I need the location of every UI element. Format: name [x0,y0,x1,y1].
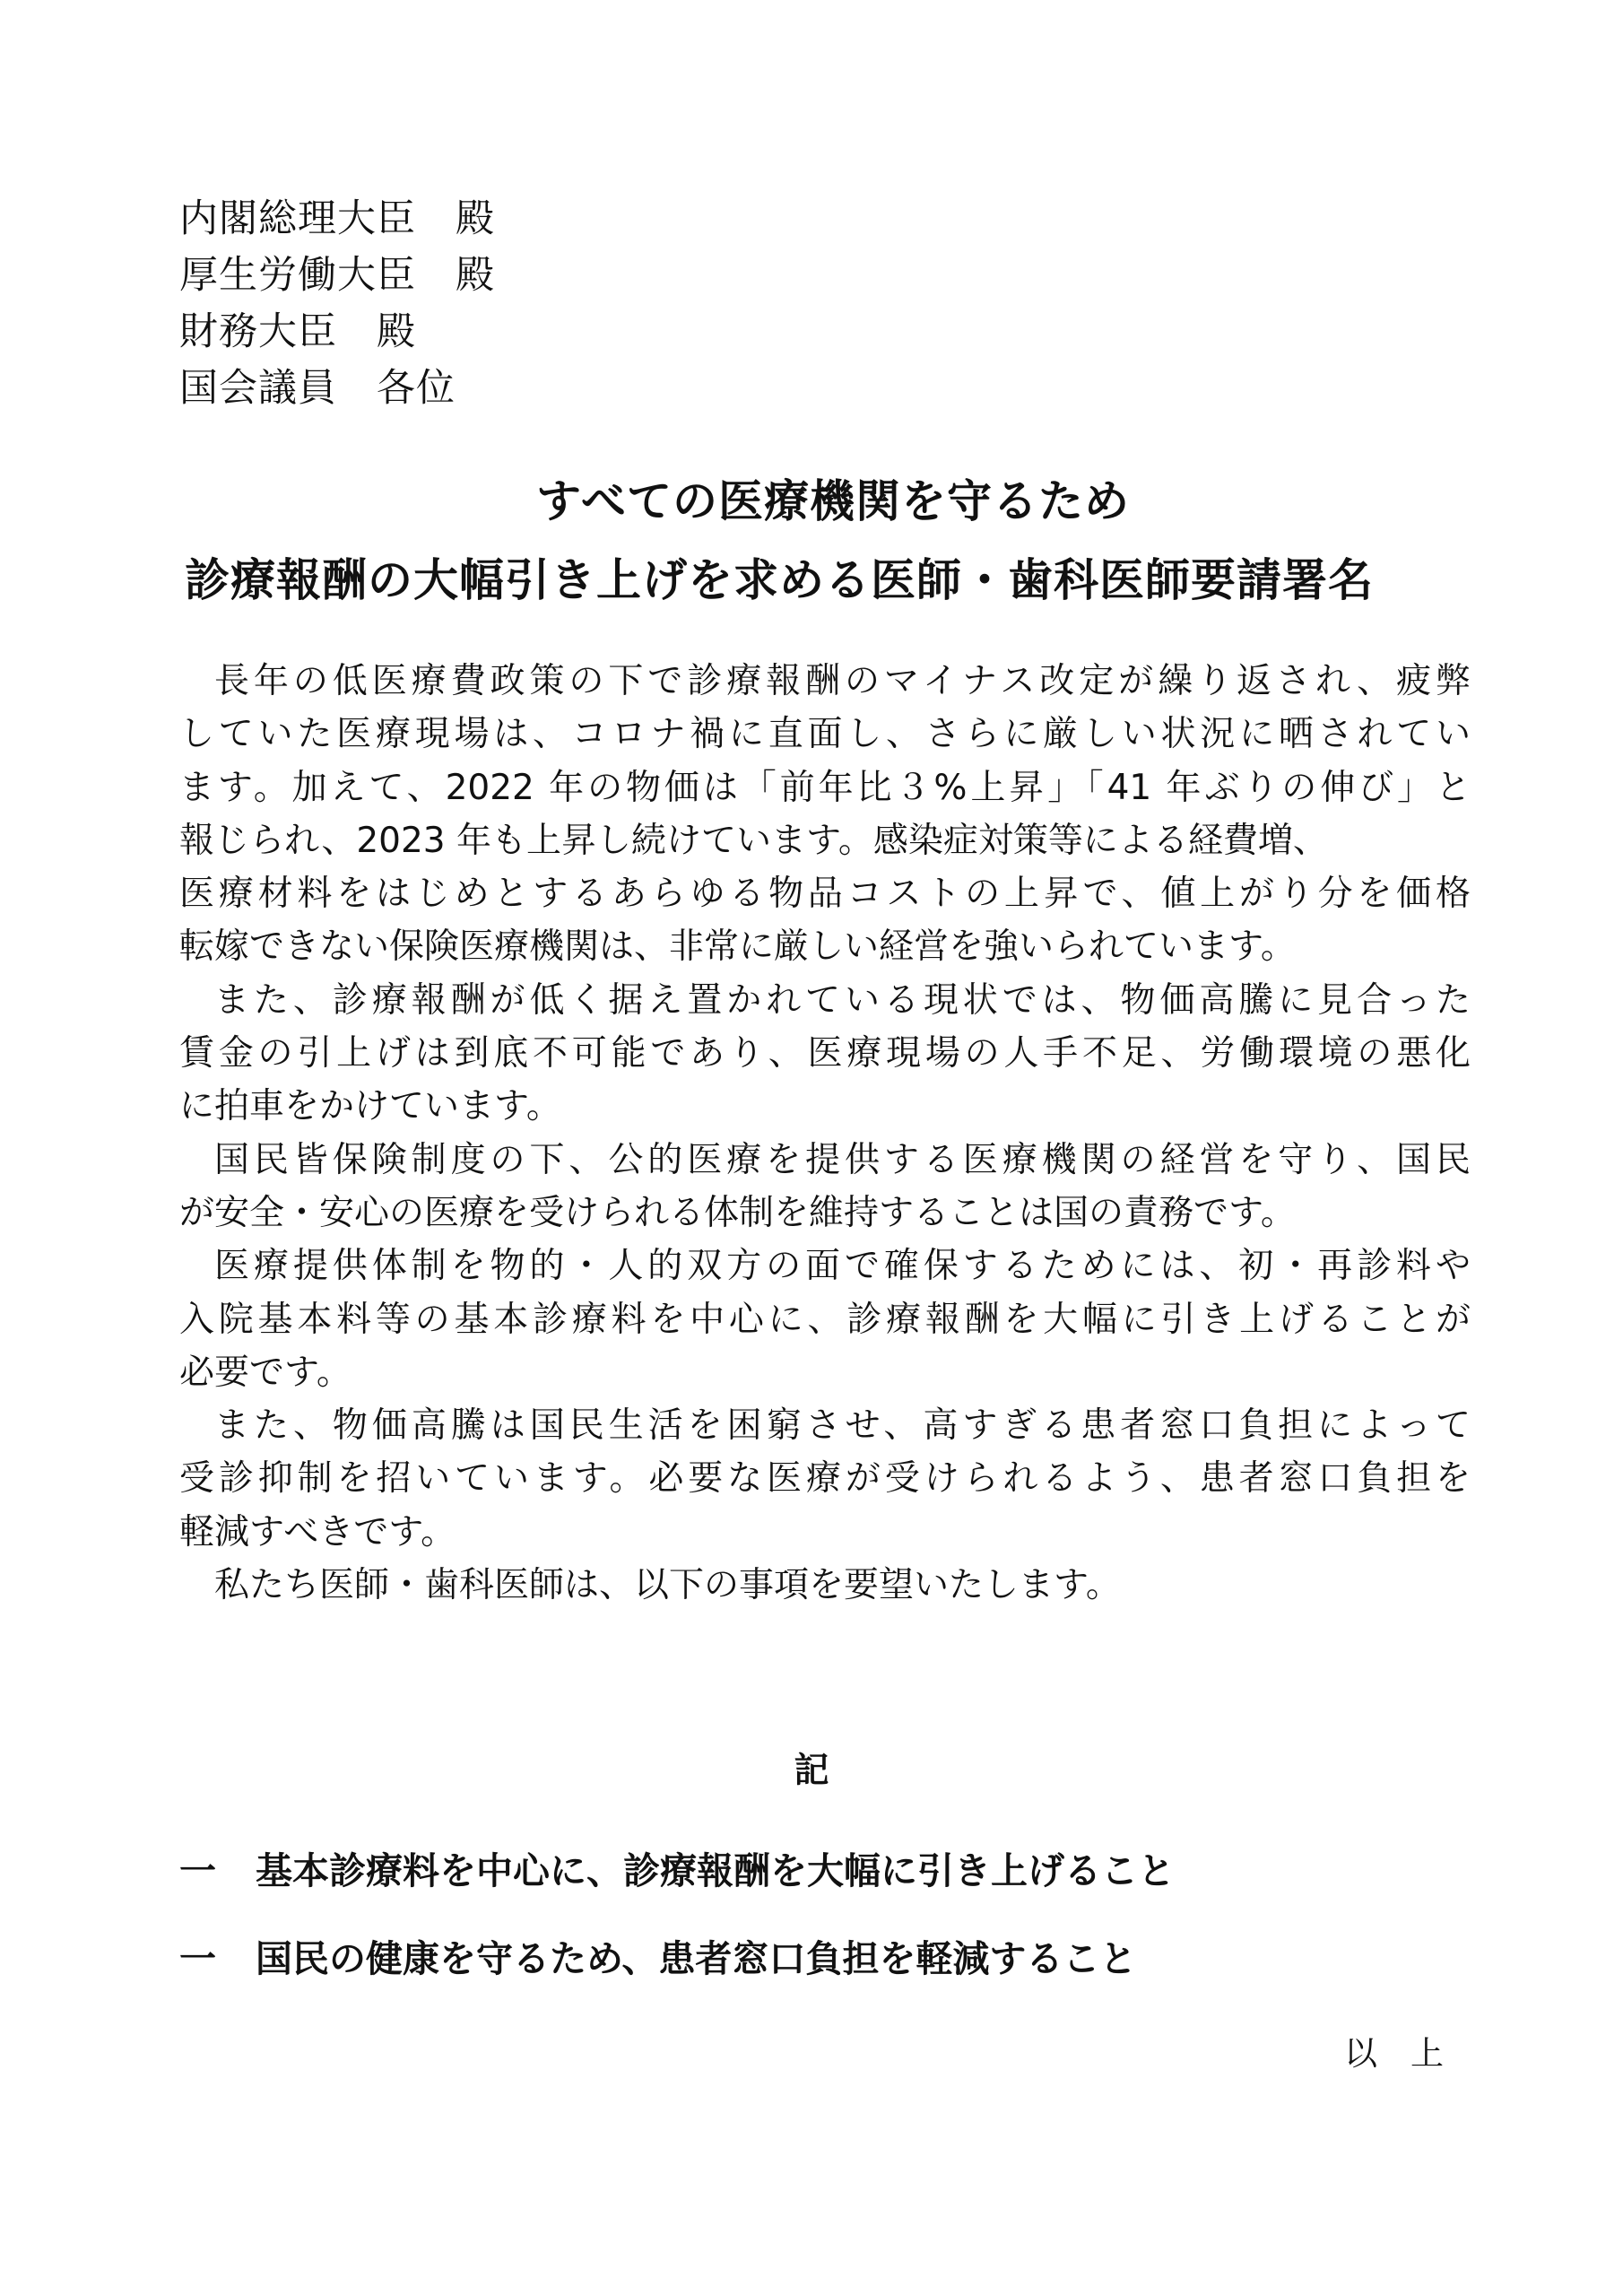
body-line: 軽減すべきです。 [179,1511,456,1552]
title-line-2: 診療報酬の大幅引き上げを求める医師・歯科医師要請署名 [185,554,1374,606]
addressee-list [179,191,495,417]
body-line: 国民皆保険制度の下、公的医療を提供する医療機関の経営を守り、国民 [214,1139,1471,1180]
body-line: 受診抑制を招いています。必要な医療が受けられるよう、患者窓口負担を [179,1458,1471,1500]
petition-body [179,655,1471,1612]
ki-text: 記 [794,1751,829,1791]
addressee-health-minister: 厚生労働大臣 殿 [179,253,495,298]
body-line: 報じられ、2023 年も上昇し続けています。感染症対策等による経費増、 [179,820,1328,861]
body-line: に拍車をかけています。 [179,1086,561,1127]
body-line: 転嫁できない保険医療機関は、非常に厳しい経営を強いられています。 [179,926,1296,968]
body-line: ます。加えて、2022 年の物価は「前年比３%上昇」「41 年ぶりの伸び」と [179,767,1471,808]
demand-text: 基本診療料を中心に、診療報酬を大幅に引き上げること [256,1849,1175,1892]
demand-item-1 [179,1844,1175,1898]
demand-text: 国民の健康を守るため、患者窓口負担を軽減すること [256,1937,1137,1980]
addressee-prime-minister: 内閣総理大臣 殿 [179,196,495,241]
body-line: していた医療現場は、コロナ禍に直面し、さらに厳しい状況に晒されてい [179,714,1471,755]
body-line: 入院基本料等の基本診療料を中心に、診療報酬を大幅に引き上げることが [179,1299,1471,1340]
body-line: 医療提供体制を物的・人的双方の面で確保するためには、初・再診料や [214,1246,1471,1287]
body-line: また、物価高騰は国民生活を困窮させ、高すぎる患者窓口負担によって [214,1405,1471,1447]
body-line: 私たち医師・歯科医師は、以下の事項を要望いたします。 [214,1565,1121,1606]
body-line: また、診療報酬が低く据え置かれている現状では、物価高騰に見合った [214,979,1471,1021]
body-line: 賃金の引上げは到底不可能であり、医療現場の人手不足、労働環境の悪化 [179,1033,1471,1074]
body-line: 医療材料をはじめとするあらゆる物品コストの上昇で、値上がり分を価格 [179,874,1471,915]
addressee-finance-minister: 財務大臣 殿 [179,309,416,354]
document-title [0,462,1623,620]
demand-item-2 [179,1932,1136,1986]
addressee-diet-members: 国会議員 各位 [179,366,456,411]
demand-marker: 一 [179,1937,216,1980]
closing-ijou: 以 上 [1344,2034,1444,2073]
body-line: が安全・安心の医療を受けられる体制を維持することは国の責務です。 [179,1192,1296,1233]
title-line-1: すべての医療機関を守るため [536,475,1130,527]
ki-heading [0,1744,1623,1798]
body-line: 長年の低医療費政策の下で診療報酬のマイナス改定が繰り返され、疲弊 [214,661,1471,701]
body-line: 必要です。 [179,1352,352,1393]
demand-marker: 一 [179,1849,216,1892]
